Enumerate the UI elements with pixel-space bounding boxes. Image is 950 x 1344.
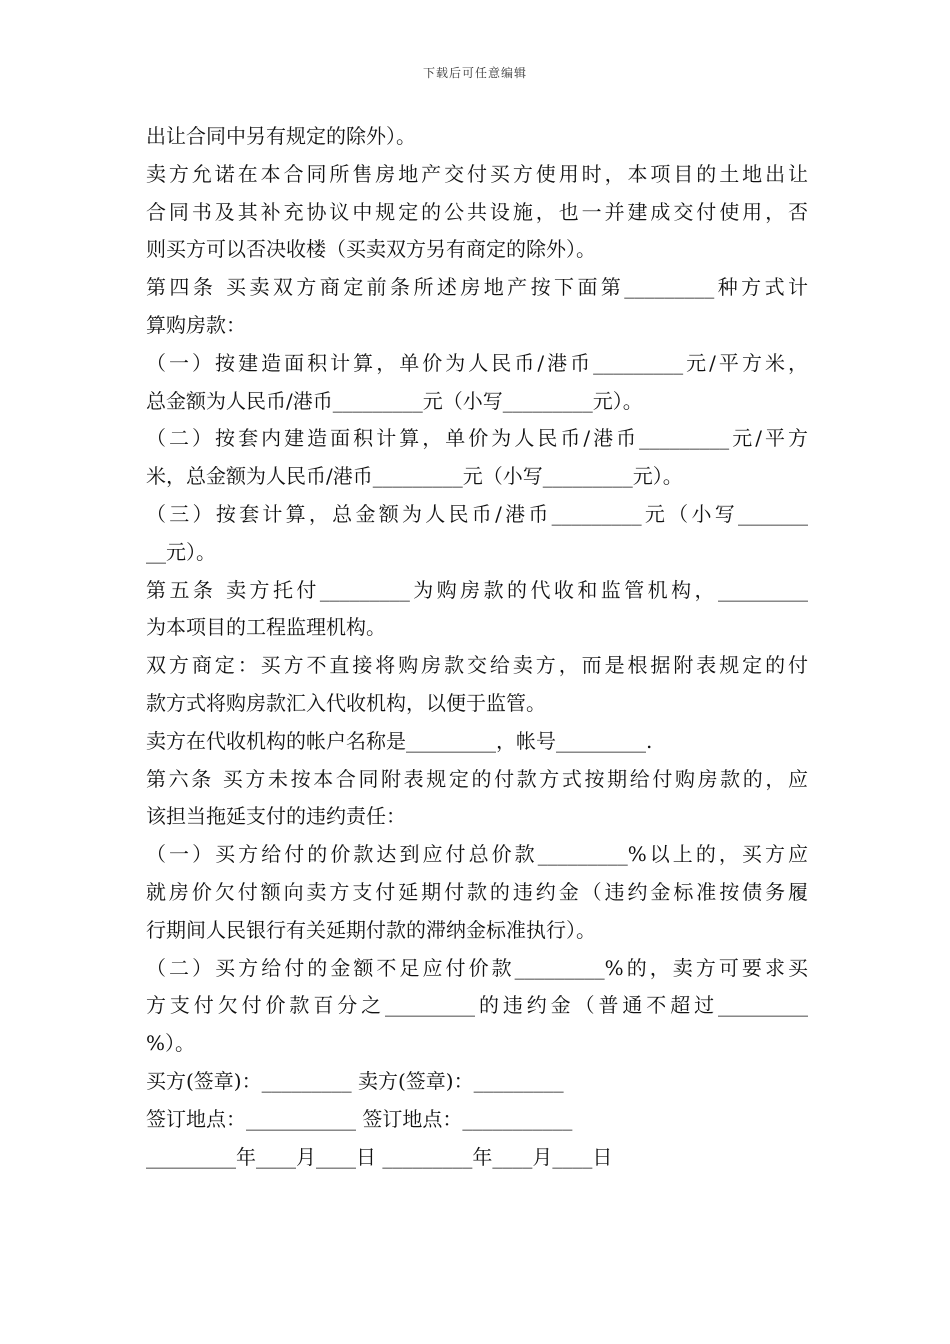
- text-line: 第四条 买卖双方商定前条所述房地产按下面第_________种方式计: [146, 275, 808, 300]
- text-line: %）。: [146, 1031, 196, 1056]
- document-body: [146, 118, 808, 1176]
- text-line: 款方式将购房款汇入代收机构，以便于监管。: [146, 690, 546, 715]
- text-line: 米，总金额为人民币/港币_________元（小写_________元）。: [146, 464, 683, 489]
- text-line: 双方商定：买方不直接将购房款交给卖方，而是根据附表规定的付: [146, 653, 808, 678]
- text-line: 算购房款：: [146, 312, 246, 337]
- text-line: 买方(签章)：_________ 卖方(签章)：_________: [146, 1068, 564, 1093]
- text-line: （二）按套内建造面积计算，单价为人民币/港币_________元/平方: [146, 426, 808, 451]
- text-line: 行期间人民银行有关延期付款的滞纳金标准执行）。: [146, 917, 596, 942]
- text-line: 为本项目的工程监理机构。: [146, 615, 386, 640]
- text-line: （三）按套计算，总金额为人民币/港币_________元（小写_______: [146, 501, 808, 526]
- header-note: 下载后可任意编辑: [422, 66, 527, 80]
- text-line: 则买方可以否决收楼（买卖双方另有商定的除外）。: [146, 237, 596, 262]
- text-line: 该担当拖延支付的违约责任：: [146, 804, 406, 829]
- text-line: 总金额为人民币/港币_________元（小写_________元）。: [146, 388, 643, 413]
- text-line: 第六条 买方未按本合同附表规定的付款方式按期给付购房款的，应: [146, 766, 808, 791]
- text-line: __元）。: [146, 539, 216, 564]
- text-line: 第五条 卖方托付_________为购房款的代收和监管机构，_________: [146, 577, 808, 602]
- text-line: 卖方允诺在本合同所售房地产交付买方使用时，本项目的土地出让: [146, 161, 808, 186]
- text-line: （二）买方给付的金额不足应付价款_________%的，卖方可要求买: [146, 955, 808, 980]
- text-line: 卖方在代收机构的帐户名称是_________，帐号_________.: [146, 728, 653, 753]
- text-line: _________年____月____日 _________年____月____日: [146, 1144, 613, 1169]
- text-line: 出让合同中另有规定的除外）。: [146, 124, 416, 148]
- text-line: （一）买方给付的价款达到应付总价款_________%以上的，买方应: [146, 842, 808, 867]
- text-line: 方支付欠付价款百分之_________的违约金（普通不超过_________: [146, 993, 808, 1018]
- text-line: 合同书及其补充协议中规定的公共设施，也一并建成交付使用，否: [146, 199, 808, 224]
- text-line: 签订地点：___________ 签订地点：___________: [146, 1106, 573, 1131]
- text-line: （一）按建造面积计算，单价为人民币/港币_________元/平方米，: [146, 350, 808, 375]
- text-line: 就房价欠付额向卖方支付延期付款的违约金（违约金标准按债务履: [146, 879, 808, 904]
